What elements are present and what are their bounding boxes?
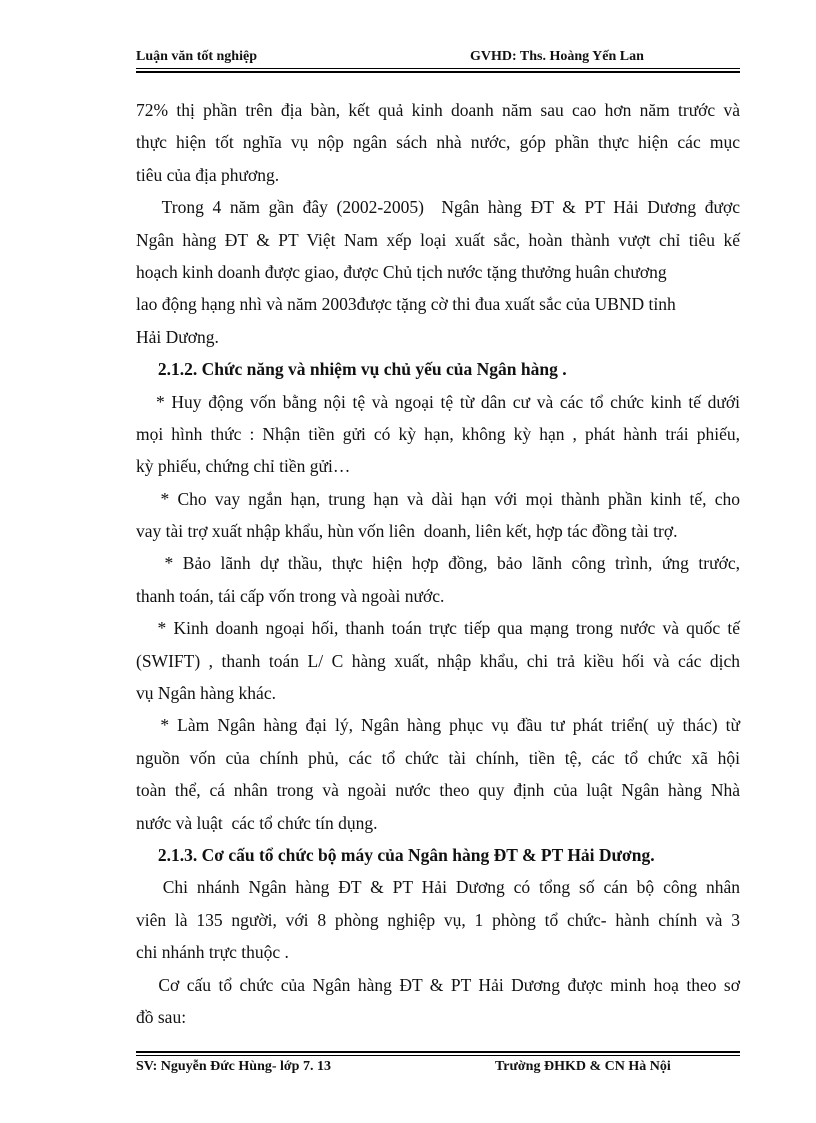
text-line: * Kinh doanh ngoại hối, thanh toán trực tiếp qua mạng trong nước và quốc tế — [136, 618, 740, 639]
text-line: nước và luật các tổ chức tín dụng. — [136, 812, 378, 833]
text-line: (SWIFT) , thanh toán L/ C hàng xuất, nhập khẩu, chi trả kiều hối và các dịch — [136, 650, 740, 671]
footer-school: Trường ĐHKD & CN Hà Nội — [495, 1059, 671, 1074]
body-text — [136, 94, 740, 1033]
section-heading: 2.1.3. Cơ cấu tổ chức bộ máy của Ngân hàng ĐT & PT Hải Dương. — [136, 844, 655, 865]
text-line: đồ sau: — [136, 1006, 187, 1027]
text-line: viên là 135 người, với 8 phòng nghiệp vụ, 1 phòng tổ chức- hành chính và 3 — [136, 909, 740, 930]
text-line: Chi nhánh Ngân hàng ĐT & PT Hải Dương có tổng số cán bộ công nhân — [136, 877, 740, 898]
text-line: hoạch kinh doanh được giao, được Chủ tịch nước tặng thưởng huân chương — [136, 261, 667, 282]
text-line: thanh toán, tái cấp vốn trong và ngoài nước. — [136, 585, 445, 606]
text-line: Ngân hàng ĐT & PT Việt Nam xếp loại xuất sắc, hoàn thành vượt chỉ tiêu kế — [136, 229, 740, 250]
section-heading: 2.1.2. Chức năng và nhiệm vụ chủ yếu của Ngân hàng . — [136, 359, 567, 380]
page-footer — [136, 1059, 740, 1079]
footer-divider-thick — [136, 1051, 740, 1053]
text-line: Cơ cấu tổ chức của Ngân hàng ĐT & PT Hải Dương được minh hoạ theo sơ — [136, 974, 740, 995]
text-line: Trong 4 năm gần đây (2002-2005) Ngân hàng ĐT & PT Hải Dương được — [136, 197, 740, 218]
text-line: toàn thể, cá nhân trong và ngoài nước theo quy định của luật Ngân hàng Nhà — [136, 780, 740, 801]
text-line: Hải Dương. — [136, 326, 219, 347]
text-line: vụ Ngân hàng khác. — [136, 683, 276, 704]
header-divider — [136, 68, 740, 69]
header-divider-thick — [136, 71, 740, 73]
text-line: tiêu của địa phương. — [136, 164, 280, 185]
header-advisor: GVHD: Ths. Hoàng Yến Lan — [470, 49, 644, 64]
text-line: vay tài trợ xuất nhập khẩu, hùn vốn liên doanh, liên kết, hợp tác đồng tài trợ. — [136, 521, 678, 542]
footer-student: SV: Nguyễn Đức Hùng- lớp 7. 13 — [136, 1059, 331, 1074]
text-line: * Bảo lãnh dự thầu, thực hiện hợp đồng, bảo lãnh công trình, ứng trước, — [136, 553, 740, 574]
text-line: * Làm Ngân hàng đại lý, Ngân hàng phục vụ đầu tư phát triển( uỷ thác) từ — [136, 715, 740, 736]
text-line: thực hiện tốt nghĩa vụ nộp ngân sách nhà nước, góp phần thực hiện các mục — [136, 132, 740, 153]
text-line: chi nhánh trực thuộc . — [136, 942, 289, 963]
text-line: kỳ phiếu, chứng chỉ tiền gửi… — [136, 456, 351, 477]
header-thesis-label: Luận văn tốt nghiệp — [136, 49, 257, 64]
footer-divider — [136, 1055, 740, 1056]
text-line: * Huy động vốn bằng nội tệ và ngoại tệ từ dân cư và các tổ chức kinh tế dưới — [136, 391, 740, 412]
page-header — [136, 49, 740, 69]
text-line: * Cho vay ngắn hạn, trung hạn và dài hạn với mọi thành phần kinh tế, cho — [136, 488, 740, 509]
text-line: mọi hình thức : Nhận tiền gửi có kỳ hạn, không kỳ hạn , phát hành trái phiếu, — [136, 423, 740, 444]
text-line: 72% thị phần trên địa bàn, kết quả kinh doanh năm sau cao hơn năm trước và — [136, 100, 740, 120]
text-line: lao động hạng nhì và năm 2003được tặng cờ thi đua xuất sắc của UBND tỉnh — [136, 294, 676, 315]
text-line: nguồn vốn của chính phủ, các tổ chức tài chính, tiền tệ, các tổ chức xã hội — [136, 747, 740, 768]
